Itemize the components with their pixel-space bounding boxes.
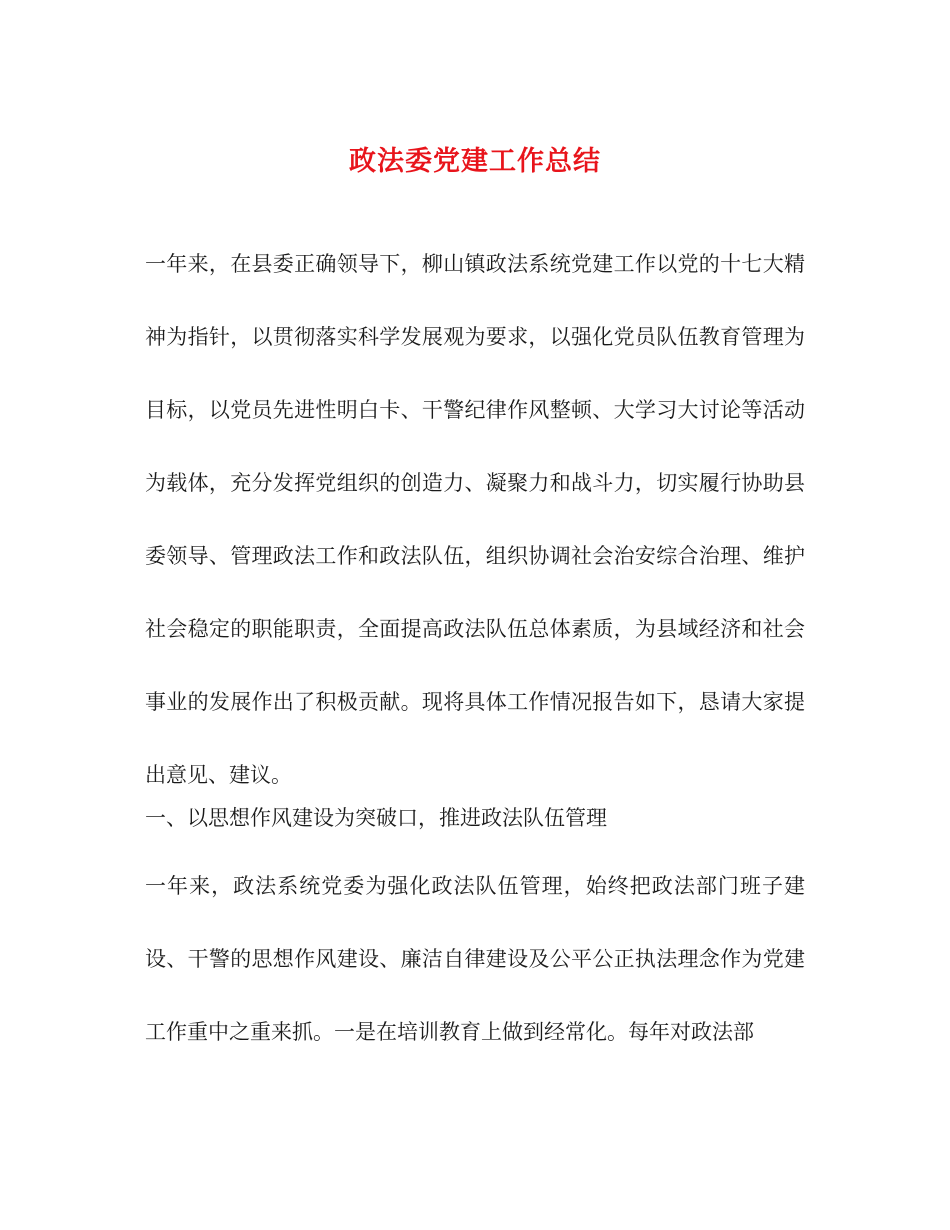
section-heading-1: 一、以思想作风建设为突破口，推进政法队伍管理 (145, 806, 607, 830)
section-1-paragraph: 一年来，政法系统党委为强化政法队伍管理，始终把政法部门班子建设、干警的思想作风建设、廉洁自律建设及公平公正执法理念作为党建工作重中之重来抓。一是在培训教育上做到经常化。每年对政法部 (145, 874, 805, 1044)
document-title: 政法委党建工作总结 (349, 146, 601, 177)
intro-paragraph: 一年来，在县委正确领导下，柳山镇政法系统党建工作以党的十七大精神为指针，以贯彻落实科学发展观为要求，以强化党员队伍教育管理为目标，以党员先进性明白卡、干警纪律作风整顿、大学习大讨论等活动为载体，充分发挥党组织的创造力、凝聚力和战斗力，切实履行协助县委领导、管理政法工作和政法队伍，组织协调社会治安综合治理、维护社会稳定的职能职责，全面提高政法队伍总体素质，为县域经济和社会事业的发展作出了积极贡献。现将具体工作情况报告如下，恳请大家提出意见、建议。 (145, 252, 805, 787)
